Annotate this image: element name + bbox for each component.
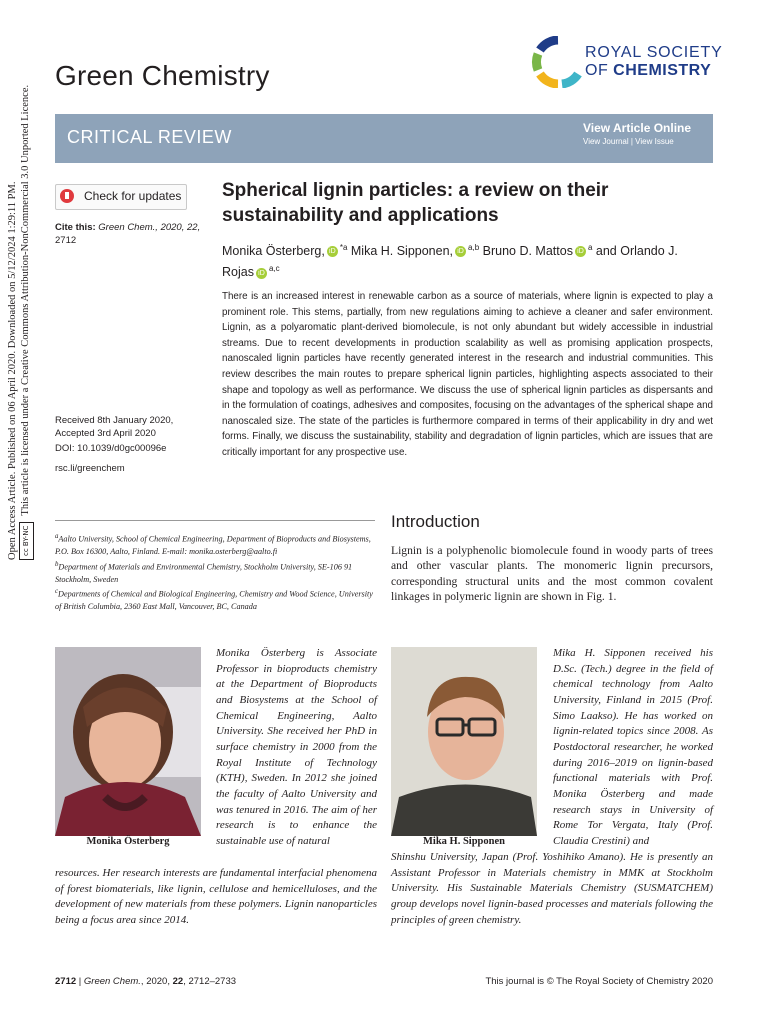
rsc-name-line2 — [585, 62, 711, 80]
footer-copyright: This journal is © The Royal Society of Chemistry 2020 — [485, 976, 713, 987]
license-line-2 — [19, 84, 34, 560]
view-article-online-link[interactable]: View Article Online — [583, 121, 692, 135]
portrait-sipponen — [391, 647, 537, 836]
cc-license-icon: cc BY-NC — [19, 522, 34, 560]
author-name[interactable]: Mika H. Sipponen, — [350, 244, 454, 259]
cite-this — [55, 221, 215, 247]
rsc-logo-icon — [528, 36, 588, 88]
license-line-2-text: This article is licensed under a Creative Commons Attribution-NonCommercial 3.0 Unported Licence. — [20, 84, 31, 516]
affiliation-sup: c — [55, 588, 59, 596]
orcid-icon[interactable]: iD — [256, 268, 267, 279]
view-journal-issue-links[interactable]: View Journal | View Issue — [583, 137, 674, 146]
author-list — [222, 239, 702, 281]
portrait-osterberg — [55, 647, 201, 836]
affiliation-text: Department of Materials and Environmental Chemistry, Stockholm University, SE-106 91 Stockholm, Sweden — [55, 562, 353, 584]
check-updates-icon — [60, 189, 74, 203]
footer-pages: , 2712–2733 — [183, 976, 237, 987]
footer-year: , 2020, — [140, 976, 173, 987]
author-affil-sup: a,b — [468, 243, 480, 252]
photo-caption-osterberg: Monika Österberg — [86, 836, 170, 847]
author-name[interactable]: Monika Österberg, — [222, 244, 325, 259]
bio-osterberg-continued: resources. Her research interests are fundamental interfacial phenomena of forest biomaterials, like lignin, cellulose and hemicelluloses, and the development of new materials from these polymers. Lignin nanoparticles being a focus area since 2014. — [55, 867, 377, 926]
footer-citation — [55, 976, 236, 987]
footer-separator: | — [78, 976, 82, 987]
article-title: Spherical lignin particles: a review on their sustainability and applications — [222, 180, 609, 226]
received-date: Received 8th January 2020, — [55, 415, 174, 426]
affiliation-text: Departments of Chemical and Biological Engineering, Chemistry and Wood Science, University of British Columbia, 2360 East Mall, Vancouver, BC, Canada — [55, 589, 373, 612]
affiliation-item — [55, 531, 375, 559]
affiliation-text: Aalto University, School of Chemical Engineering, Department of Bioproducts and Biosystems, P.O. Box 16300, Aalto, Finland. E-mail: monika.osterberg@aalto.fi — [55, 534, 371, 557]
orcid-icon[interactable]: iD — [575, 246, 586, 257]
affiliation-sup: a — [55, 533, 59, 540]
doi[interactable]: DOI: 10.1039/d0gc00096e — [55, 443, 167, 454]
author-affil-sup: a — [587, 243, 593, 252]
accepted-date: Accepted 3rd April 2020 — [55, 428, 156, 439]
journal-title: Green Chemistry — [55, 60, 270, 91]
author-photo-osterberg — [55, 647, 201, 836]
cite-text: Green Chem., 2020, 22, — [98, 222, 201, 233]
rsc-of: OF — [585, 62, 609, 79]
affiliation-item — [55, 559, 375, 587]
license-line-1: Open Access Article. Published on 06 April 2020. Downloaded on 5/12/2024 1:29:11 PM. — [7, 181, 18, 560]
cite-label: Cite this: — [55, 222, 96, 233]
author-photo-sipponen — [391, 647, 537, 836]
cite-pages: 2712 — [55, 235, 77, 246]
rsc-name-line1: ROYAL SOCIETY — [585, 44, 723, 61]
author-affil-sup: a,c — [268, 264, 280, 274]
license-sidebar — [6, 84, 34, 560]
orcid-icon[interactable]: iD — [327, 246, 338, 257]
photo-caption-sipponen: Mika H. Sipponen — [423, 836, 505, 847]
author-affil-sup: *a — [339, 243, 348, 252]
article-type: CRITICAL REVIEW — [67, 127, 232, 147]
introduction-text: Lignin is a polyphenolic biomolecule found in woody parts of trees and other vascular plants. The monomeric lignin precursors, corresponding structural units and the most common covalent linkages in polymeric lignin are shown in Fig. 1. — [391, 544, 713, 604]
orcid-icon[interactable]: iD — [455, 246, 466, 257]
footer-journal: Green Chem. — [83, 976, 141, 987]
journal-link[interactable]: rsc.li/greenchem — [55, 463, 125, 474]
rsc-chemistry: CHEMISTRY — [613, 62, 712, 79]
author-name[interactable]: Bruno D. Mattos — [482, 244, 573, 259]
footer-volume: 22 — [172, 976, 184, 987]
affiliation-sup: b — [55, 560, 59, 568]
affiliation-divider — [55, 520, 375, 521]
dates — [55, 414, 215, 440]
footer-page-number: 2712 — [55, 976, 77, 987]
introduction-heading: Introduction — [391, 512, 480, 531]
author-name[interactable]: and Orlando J. Rojas — [222, 244, 678, 280]
abstract: There is an increased interest in renewable carbon as a source of materials, where lignin is expected to play a prominent role. This stems, partially, from new regulations aiming to achieve a cleaner and safer environment. Lignin, as a polyaromatic plant-derived biomolecule, is not only abundant but widely accessible in industrial streams. Due to recent developments in production scalability as well as promising application prospects, nanoscaled lignin particles have recently generated interest in the research and industrial communities. This review describes the main routes to prepare spherical lignin particles, highlighting aspects associated to their shape and topology as well as performance. We discuss the use of spherical lignin particles as dispersants and in the formulation of coatings, adhesives and composites, focusing on the advantages of the spherical shape and nanoscaled size. The state of the particles is furthermore compared in terms of their applicability in dry and wet forms. Finally, we discuss the sustainability, stability and degradation of lignin particles, which are issues that are critically important for any prospective use. — [222, 291, 713, 458]
bio-osterberg-side: Monika Österberg is Associate Professor in bioproducts chemistry at the Department of Bioproducts and Biosystems at the School of Chemical Engineering, Aalto University. She received her PhD in surface chemistry in 2000 from the Royal Institute of Technology (KTH), Sweden. In 2012 she joined the faculty of Aalto University and was tenured in 2016. The aim of her research is to enhance the sustainable use of natural — [216, 647, 377, 847]
affiliations — [55, 531, 375, 614]
bio-sipponen-continued: Shinshu University, Japan (Prof. Yoshihiko Amano). He is presently an Assistant Professor in Materials chemistry in MMK at Stockholm University. His Sustainable Materials Chemistry (SUSMATCHEM) group develops novel lignin-based processes and materials following the principles of green chemistry. — [391, 851, 713, 926]
bio-sipponen-side: Mika H. Sipponen received his D.Sc. (Tech.) degree in the field of chemical technology from Aalto University, Finland in 2015 (Prof. Simo Laakso). He has worked on lignin-related topics since 2008. As Postdoctoral researcher, he worked during 2016–2019 on lignin-based functional materials with Prof. Monika Österberg and made research stays in University of Rome Tor Vergata, Italy (Prof. Claudia Crestini) and — [553, 647, 713, 847]
affiliation-item — [55, 586, 375, 614]
check-updates-label[interactable]: Check for updates — [84, 189, 182, 203]
